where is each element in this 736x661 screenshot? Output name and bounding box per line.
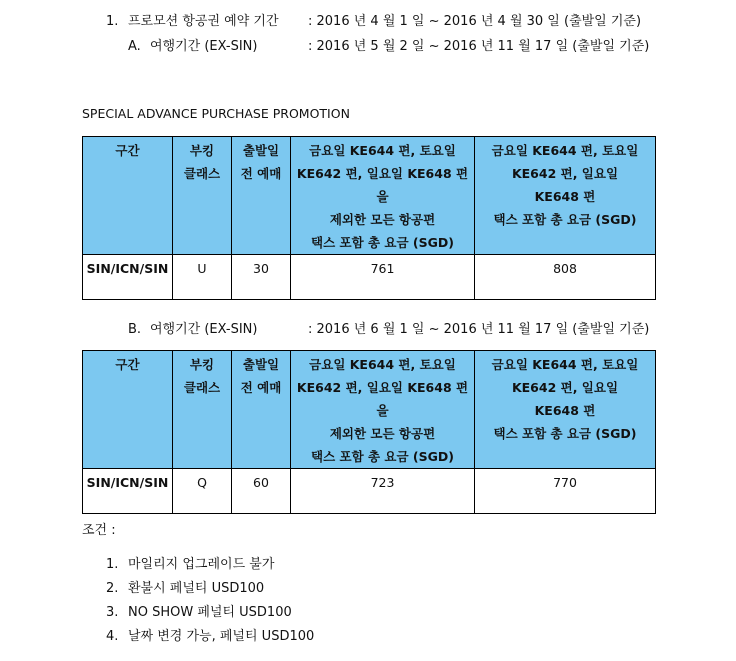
travel-a-letter: A. xyxy=(128,39,141,54)
list-item-number: 3. xyxy=(106,605,119,620)
row-route: SIN/ICN/SIN xyxy=(83,255,173,300)
header-advance-purchase: 출발일 전 예매 xyxy=(232,351,291,469)
header-route: 구간 xyxy=(83,137,173,255)
row-advance: 60 xyxy=(232,469,291,514)
fare-table-b xyxy=(82,350,656,514)
row-route: SIN/ICN/SIN xyxy=(83,469,173,514)
header-fare-excluding: 금요일 KE644 편, 토요일 KE642 편, 일요일 KE648 편을 제외한 모든 항공편 택스 포함 총 요금 (SGD) xyxy=(291,351,475,469)
list-item-number: 1. xyxy=(106,557,119,572)
promo-period-label: 프로모션 항공권 예약 기간 xyxy=(128,14,279,29)
promo-period-number: 1. xyxy=(106,14,119,29)
row-advance: 30 xyxy=(232,255,291,300)
fare-table-b-header-row xyxy=(83,351,656,469)
header-booking-class: 부킹 클래스 xyxy=(173,137,232,255)
promo-period-value: : 2016 년 4 월 1 일 ~ 2016 년 4 월 30 일 (출발일 기준) xyxy=(308,14,642,29)
travel-b-letter: B. xyxy=(128,322,142,337)
header-fare-including: 금요일 KE644 편, 토요일 KE642 편, 일요일 KE648 편 택스 포함 총 요금 (SGD) xyxy=(475,351,656,469)
travel-b-label: 여행기간 (EX-SIN) xyxy=(150,322,258,337)
row-fare-including: 808 xyxy=(475,255,656,300)
row-fare-excluding: 723 xyxy=(291,469,475,514)
list-item-number: 4. xyxy=(106,629,119,644)
travel-a-label: 여행기간 (EX-SIN) xyxy=(150,39,258,54)
header-fare-excluding: 금요일 KE644 편, 토요일 KE642 편, 일요일 KE648 편을 제외한 모든 항공편 택스 포함 총 요금 (SGD) xyxy=(291,137,475,255)
list-item: NO SHOW 페널티 USD100 xyxy=(128,605,292,620)
table-row xyxy=(83,469,656,514)
header-advance-purchase: 출발일 전 예매 xyxy=(232,137,291,255)
list-item-number: 2. xyxy=(106,581,119,596)
header-booking-class: 부킹 클래스 xyxy=(173,351,232,469)
travel-a-value: : 2016 년 5 월 2 일 ~ 2016 년 11 월 17 일 (출발일 기준) xyxy=(308,39,650,54)
conditions-title: 조건 : xyxy=(82,523,116,538)
list-item: 날짜 변경 가능, 페널티 USD100 xyxy=(128,629,315,644)
fare-table-a-header-row xyxy=(83,137,656,255)
header-route: 구간 xyxy=(83,351,173,469)
row-class: U xyxy=(173,255,232,300)
travel-b-value: : 2016 년 6 월 1 일 ~ 2016 년 11 월 17 일 (출발일 기준) xyxy=(308,322,650,337)
row-fare-including: 770 xyxy=(475,469,656,514)
fare-table-a xyxy=(82,136,656,300)
row-class: Q xyxy=(173,469,232,514)
promotion-title: SPECIAL ADVANCE PURCHASE PROMOTION xyxy=(82,106,350,121)
header-fare-including: 금요일 KE644 편, 토요일 KE642 편, 일요일 KE648 편 택스 포함 총 요금 (SGD) xyxy=(475,137,656,255)
list-item: 환불시 페널티 USD100 xyxy=(128,581,265,596)
table-row xyxy=(83,255,656,300)
list-item: 마일리지 업그레이드 불가 xyxy=(128,557,275,572)
row-fare-excluding: 761 xyxy=(291,255,475,300)
